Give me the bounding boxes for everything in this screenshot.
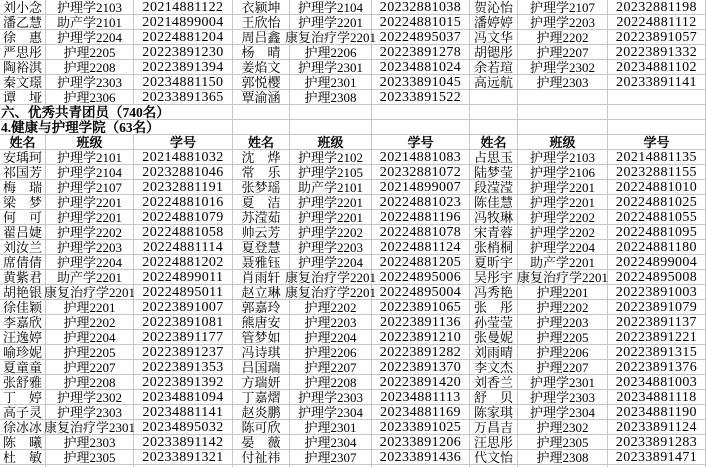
cell-class: 护理学2303 (518, 390, 608, 405)
cell-student-name: 徐 惠 (0, 30, 46, 45)
cell-student-id: 20223891278 (372, 45, 470, 60)
cell-student-name: 丁嘉熠 (233, 390, 290, 405)
cell-class: 护理2202 (46, 315, 134, 330)
cell-student-name: 刘小念 (0, 0, 46, 15)
cell-student-id: 20234881102 (608, 60, 706, 75)
cell-class: 护理学2105 (290, 165, 372, 180)
cell-class: 护理学2101 (46, 150, 134, 165)
cell-class: 护理学2201 (46, 210, 134, 225)
cell-class: 护理2206 (290, 45, 372, 60)
cell-class: 护理2204 (290, 330, 372, 345)
empty-cell (290, 120, 372, 135)
cell-student-name: 陈可欣 (233, 420, 290, 435)
cell-class: 康复治疗学2201 (285, 29, 377, 45)
cell-student-name: 肖雨轩 (233, 270, 290, 285)
empty-cell (233, 120, 290, 135)
cell-student-name: 杜 敏 (0, 450, 46, 465)
cell-student-id: 20223891221 (608, 330, 706, 345)
cell-student-name: 吕国瑞 (233, 360, 290, 375)
cell-student-id: 20234895032 (134, 420, 233, 435)
header-id: 学号 (372, 135, 470, 150)
cell-class: 助产学2101 (46, 15, 134, 30)
cell-student-id: 20232881155 (608, 165, 706, 180)
cell-student-name: 丁 婷 (0, 390, 46, 405)
cell-class: 护理学2204 (46, 30, 134, 45)
cell-student-id: 20233891142 (134, 435, 233, 450)
section-title-outstanding-members: 六、优秀共青团员（740名） (0, 105, 233, 120)
cell-student-id: 20223891177 (134, 330, 233, 345)
cell-class: 护理2301 (290, 420, 372, 435)
empty-cell (518, 105, 608, 120)
cell-student-id: 20224899004 (608, 255, 706, 270)
cell-student-name: 席倩倩 (0, 255, 46, 270)
cell-class: 护理学2204 (518, 240, 608, 255)
cell-class: 护理2202 (518, 300, 608, 315)
cell-student-name: 翟吕婕 (0, 225, 46, 240)
header-class: 班级 (46, 135, 134, 150)
cell-student-name: 聂雅钰 (233, 255, 290, 270)
cell-student-name: 贺沁怡 (470, 0, 518, 15)
cell-student-id: 20223891136 (372, 315, 470, 330)
cell-student-id: 20233891124 (608, 420, 706, 435)
cell-student-id: 20224881015 (372, 15, 470, 30)
cell-student-id: 20234881003 (608, 375, 706, 390)
cell-class: 护理学2302 (518, 60, 608, 75)
cell-student-id: 20233891025 (372, 420, 470, 435)
cell-student-id: 20232881072 (372, 165, 470, 180)
cell-class: 护理学2201 (518, 180, 608, 195)
cell-class: 护理学2201 (518, 195, 608, 210)
cell-student-id: 20214881135 (608, 150, 706, 165)
cell-student-name: 安瑀珂 (0, 150, 46, 165)
cell-class: 护理2207 (518, 360, 608, 375)
cell-class: 护理学2202 (518, 225, 608, 240)
cell-student-id: 20234881118 (608, 390, 706, 405)
empty-cell (233, 105, 290, 120)
cell-student-name: 宋青蓉 (470, 225, 518, 240)
cell-student-id: 20223891353 (134, 360, 233, 375)
cell-class: 护理2205 (46, 45, 134, 60)
cell-student-id: 20233891321 (134, 450, 233, 465)
cell-student-id: 20224895008 (608, 270, 706, 285)
cell-class: 护理学2106 (518, 165, 608, 180)
cell-student-name: 赵炎鹏 (233, 405, 290, 420)
cell-class: 护理2305 (518, 435, 608, 450)
cell-class: 护理2201 (46, 300, 134, 315)
cell-student-name: 沈 烨 (233, 150, 290, 165)
cell-class: 护理学2104 (290, 0, 372, 15)
cell-student-id: 20224881095 (608, 225, 706, 240)
cell-student-id: 20233891365 (134, 90, 233, 105)
cell-student-name: 张曼妮 (470, 330, 518, 345)
cell-student-name: 刘香兰 (470, 375, 518, 390)
cell-student-name: 胡艳银 (0, 285, 46, 300)
cell-student-name: 梅 瑞 (0, 180, 46, 195)
cell-class: 护理2202 (518, 30, 608, 45)
cell-student-name: 谭 垭 (0, 90, 46, 105)
cell-student-id: 20224881078 (372, 225, 470, 240)
cell-class: 康复治疗学2201 (285, 284, 377, 300)
cell-student-id: 20232881198 (608, 0, 706, 15)
cell-student-name: 黄紫君 (0, 270, 46, 285)
cell-student-id: 20214881083 (372, 150, 470, 165)
cell-class: 护理学2303 (46, 75, 134, 90)
cell-student-id: 20223891282 (372, 345, 470, 360)
cell-class: 护理2203 (518, 315, 608, 330)
cell-class: 护理2207 (518, 45, 608, 60)
cell-student-id: 20233891045 (372, 75, 470, 90)
cell-student-name: 苏滢茹 (233, 210, 290, 225)
cell-class: 护理2307 (290, 450, 372, 465)
cell-student-id: 20224881204 (134, 30, 233, 45)
cell-class: 康复治疗学2201 (285, 269, 377, 285)
cell-student-id: 20223891376 (608, 360, 706, 375)
cell-class: 护理学2204 (46, 255, 134, 270)
cell-student-id: 20223891392 (134, 375, 233, 390)
cell-student-name: 徐冰冰 (0, 420, 46, 435)
cell-class: 护理学2107 (46, 180, 134, 195)
cell-student-id: 20223891315 (608, 345, 706, 360)
cell-student-id: 20224881079 (134, 210, 233, 225)
cell-student-id: 20232881046 (134, 165, 233, 180)
cell-student-id: 20223891230 (134, 45, 233, 60)
cell-student-id: 20223891007 (134, 300, 233, 315)
cell-student-name: 代文怡 (470, 450, 518, 465)
cell-student-name: 冯牧琳 (470, 210, 518, 225)
cell-student-id: 20224895037 (372, 30, 470, 45)
cell-student-id: 20223891237 (134, 345, 233, 360)
cell-student-id: 20234881169 (372, 405, 470, 420)
cell-student-id: 20224881055 (608, 210, 706, 225)
cell-student-name: 张梦瑶 (233, 180, 290, 195)
cell-class: 护理2201 (518, 285, 608, 300)
cell-class: 护理2205 (518, 330, 608, 345)
cell-class: 护理学2102 (290, 150, 372, 165)
cell-student-id: 20232881191 (134, 180, 233, 195)
cell-class: 康复治疗学2301 (44, 419, 136, 435)
cell-student-id: 20234881094 (134, 390, 233, 405)
cell-class: 护理2202 (290, 300, 372, 315)
cell-student-id: 20224881112 (608, 15, 706, 30)
cell-class: 护理学2202 (518, 210, 608, 225)
cell-student-id: 20234881024 (372, 60, 470, 75)
cell-class: 护理学2203 (46, 240, 134, 255)
cell-student-name: 方瑞妍 (233, 375, 290, 390)
cell-class: 护理学2107 (518, 0, 608, 15)
cell-student-name: 付祉祎 (233, 450, 290, 465)
cell-class: 护理2208 (290, 375, 372, 390)
empty-cell (372, 120, 470, 135)
cell-student-name: 吴彤宇 (470, 270, 518, 285)
cell-student-id: 20224881196 (372, 210, 470, 225)
cell-student-id: 20224881016 (134, 195, 233, 210)
cell-student-id: 20234881141 (134, 405, 233, 420)
cell-class: 护理学2203 (518, 15, 608, 30)
cell-student-id: 20224895006 (372, 270, 470, 285)
empty-cell (470, 120, 518, 135)
cell-student-name: 余若瑄 (470, 60, 518, 75)
cell-student-id: 20224881010 (608, 180, 706, 195)
cell-student-name: 孙莹莹 (470, 315, 518, 330)
cell-student-id: 20223891081 (134, 315, 233, 330)
cell-student-name: 夏昕宇 (470, 255, 518, 270)
cell-student-name: 姜焰文 (233, 60, 290, 75)
cell-student-name: 潘婷婷 (470, 15, 518, 30)
cell-class: 护理2304 (290, 435, 372, 450)
cell-student-id: 20224881023 (372, 195, 470, 210)
cell-student-name: 徐佳颖 (0, 300, 46, 315)
cell-student-name: 舒 贝 (470, 390, 518, 405)
cell-class: 护理学2201 (290, 15, 372, 30)
cell-student-name: 冯秀艳 (470, 285, 518, 300)
cell-student-id: 20233891471 (608, 450, 706, 465)
cell-student-name: 陈家琪 (470, 405, 518, 420)
cell-class: 护理学2103 (46, 0, 134, 15)
cell-student-id: 20224899011 (134, 270, 233, 285)
cell-student-id: 20223891079 (608, 300, 706, 315)
cell-student-name: 赵立琳 (233, 285, 290, 300)
cell-student-id: 20223891370 (372, 360, 470, 375)
cell-student-name: 段滢滢 (470, 180, 518, 195)
cell-class: 护理2205 (46, 345, 134, 360)
empty-cell (290, 105, 372, 120)
cell-student-name: 喻珍妮 (0, 345, 46, 360)
cell-student-name: 郭悦樱 (233, 75, 290, 90)
cell-student-id: 20224881058 (134, 225, 233, 240)
cell-student-name: 王欣怡 (233, 15, 290, 30)
cell-student-name: 覃渝涵 (233, 90, 290, 105)
cell-student-name: 万昌吉 (470, 420, 518, 435)
cell-student-name: 常 乐 (233, 165, 290, 180)
cell-student-id: 20224881025 (608, 195, 706, 210)
cell-student-id: 20223891137 (608, 315, 706, 330)
cell-student-id: 20224881202 (134, 255, 233, 270)
cell-class: 护理2308 (290, 90, 372, 105)
cell-class: 护理学2203 (290, 240, 372, 255)
cell-student-id: 20224881180 (608, 240, 706, 255)
cell-student-name: 梁 梦 (0, 195, 46, 210)
cell-student-name: 晏 薇 (233, 435, 290, 450)
cell-class: 护理学2304 (290, 405, 372, 420)
cell-student-id: 20214881032 (134, 150, 233, 165)
cell-student-name: 冯诗琪 (233, 345, 290, 360)
header-name: 姓名 (470, 135, 518, 150)
cell-class: 护理学2103 (518, 150, 608, 165)
cell-class: 护理学2302 (46, 390, 134, 405)
empty-cell (608, 105, 706, 120)
cell-student-name: 郭嘉玲 (233, 300, 290, 315)
cell-student-id: 20234881113 (372, 390, 470, 405)
empty-cell (372, 105, 470, 120)
cell-student-id: 20223891210 (372, 330, 470, 345)
cell-student-name: 李嘉欣 (0, 315, 46, 330)
cell-student-name: 严思彤 (0, 45, 46, 60)
cell-class: 护理2206 (290, 345, 372, 360)
cell-student-id: 20224881114 (134, 240, 233, 255)
empty-cell (608, 120, 706, 135)
empty-cell (470, 105, 518, 120)
cell-class: 护理学2201 (290, 195, 372, 210)
cell-student-id: 20223891065 (372, 300, 470, 315)
cell-student-name: 潘乙慧 (0, 15, 46, 30)
cell-student-name: 杨 晴 (233, 45, 290, 60)
cell-class: 护理2204 (46, 330, 134, 345)
cell-class: 护理学2304 (518, 405, 608, 420)
cell-student-name (470, 90, 518, 105)
cell-class: 护理2208 (46, 60, 134, 75)
cell-class: 护理学2104 (46, 165, 134, 180)
cell-student-id: 20233891283 (608, 435, 706, 450)
header-id: 学号 (608, 135, 706, 150)
cell-class: 助产学2201 (518, 255, 608, 270)
cell-student-name: 刘汝兰 (0, 240, 46, 255)
cell-class: 助产学2201 (46, 270, 134, 285)
cell-class: 护理2301 (290, 75, 372, 90)
cell-student-name: 陆梦莹 (470, 165, 518, 180)
cell-student-name: 祁国芳 (0, 165, 46, 180)
cell-student-name: 周吕鑫 (233, 30, 290, 45)
cell-class: 护理学2303 (46, 405, 134, 420)
cell-class: 护理2206 (518, 345, 608, 360)
cell-student-id: 20234881190 (608, 405, 706, 420)
cell-student-id (608, 90, 706, 105)
cell-student-name: 陶裕淇 (0, 60, 46, 75)
cell-student-name: 管梦如 (233, 330, 290, 345)
cell-student-name: 张梢桐 (470, 240, 518, 255)
cell-student-id: 20224881124 (372, 240, 470, 255)
cell-student-id: 20223891332 (608, 45, 706, 60)
cell-student-name: 衣颍坤 (233, 0, 290, 15)
cell-class: 护理2308 (518, 450, 608, 465)
cell-class: 护理2303 (518, 75, 608, 90)
cell-student-name: 胡锶彤 (470, 45, 518, 60)
cell-class: 护理2302 (518, 420, 608, 435)
cell-student-id: 20234881150 (134, 75, 233, 90)
cell-student-name: 陈佳慧 (470, 195, 518, 210)
cell-class: 护理学2303 (290, 390, 372, 405)
cell-student-name: 何 可 (0, 210, 46, 225)
cell-student-name: 刘雨晴 (470, 345, 518, 360)
cell-student-id: 20224895004 (372, 285, 470, 300)
cell-student-id: 20214881122 (134, 0, 233, 15)
header-class: 班级 (518, 135, 608, 150)
empty-cell (518, 120, 608, 135)
cell-class: 护理学2202 (290, 225, 372, 240)
header-class: 班级 (290, 135, 372, 150)
cell-class: 护理2305 (46, 450, 134, 465)
cell-student-name: 汪思彤 (470, 435, 518, 450)
cell-student-id: 20223891003 (608, 285, 706, 300)
cell-class (518, 90, 608, 105)
cell-student-id: 20223891057 (608, 30, 706, 45)
cell-student-id: 20223891420 (372, 375, 470, 390)
cell-student-name: 张 彤 (470, 300, 518, 315)
cell-class: 护理2208 (46, 375, 134, 390)
cell-class: 护理学2202 (46, 225, 134, 240)
cell-class: 护理学2204 (290, 255, 372, 270)
header-name: 姓名 (233, 135, 290, 150)
cell-student-name: 陈 曦 (0, 435, 46, 450)
cell-student-id: 20223891394 (134, 60, 233, 75)
cell-student-name: 帅云芳 (233, 225, 290, 240)
cell-student-id: 20214899007 (372, 180, 470, 195)
header-id: 学号 (134, 135, 233, 150)
cell-student-name: 熊唐安 (233, 315, 290, 330)
cell-student-id: 20233891436 (372, 450, 470, 465)
cell-student-name: 夏 洁 (233, 195, 290, 210)
cell-student-name: 占思玉 (470, 150, 518, 165)
cell-class: 护理学2301 (290, 60, 372, 75)
cell-class: 护理2207 (290, 360, 372, 375)
cell-class: 护理2306 (46, 90, 134, 105)
cell-class: 护理学2201 (46, 195, 134, 210)
cell-class: 护理2303 (46, 435, 134, 450)
cell-student-name: 李文杰 (470, 360, 518, 375)
cell-class: 助产学2101 (290, 180, 372, 195)
cell-student-name: 夏登慧 (233, 240, 290, 255)
cell-student-id: 20233891522 (372, 90, 470, 105)
cell-student-name: 高子灵 (0, 405, 46, 420)
cell-class: 护理学2201 (290, 210, 372, 225)
cell-class: 康复治疗学2201 (44, 284, 136, 300)
cell-student-id: 20232881038 (372, 0, 470, 15)
cell-student-name: 冯文华 (470, 30, 518, 45)
cell-student-name: 秦文璟 (0, 75, 46, 90)
cell-student-id: 20224895011 (134, 285, 233, 300)
cell-class: 护理2207 (46, 360, 134, 375)
cell-student-id: 20233891206 (372, 435, 470, 450)
cell-class: 康复治疗学2201 (517, 269, 609, 285)
cell-class: 护理学2301 (518, 375, 608, 390)
cell-student-name: 夏童童 (0, 360, 46, 375)
cell-student-id: 20233891141 (608, 75, 706, 90)
cell-student-name: 张舒雅 (0, 375, 46, 390)
section-title-college: 4.健康与护理学院（63名） (0, 120, 233, 135)
cell-class: 护理2203 (290, 315, 372, 330)
cell-student-name: 汪逸婷 (0, 330, 46, 345)
cell-student-id: 20214899004 (134, 15, 233, 30)
cell-student-id: 20224881205 (372, 255, 470, 270)
header-name: 姓名 (0, 135, 46, 150)
cell-student-name: 高远航 (470, 75, 518, 90)
